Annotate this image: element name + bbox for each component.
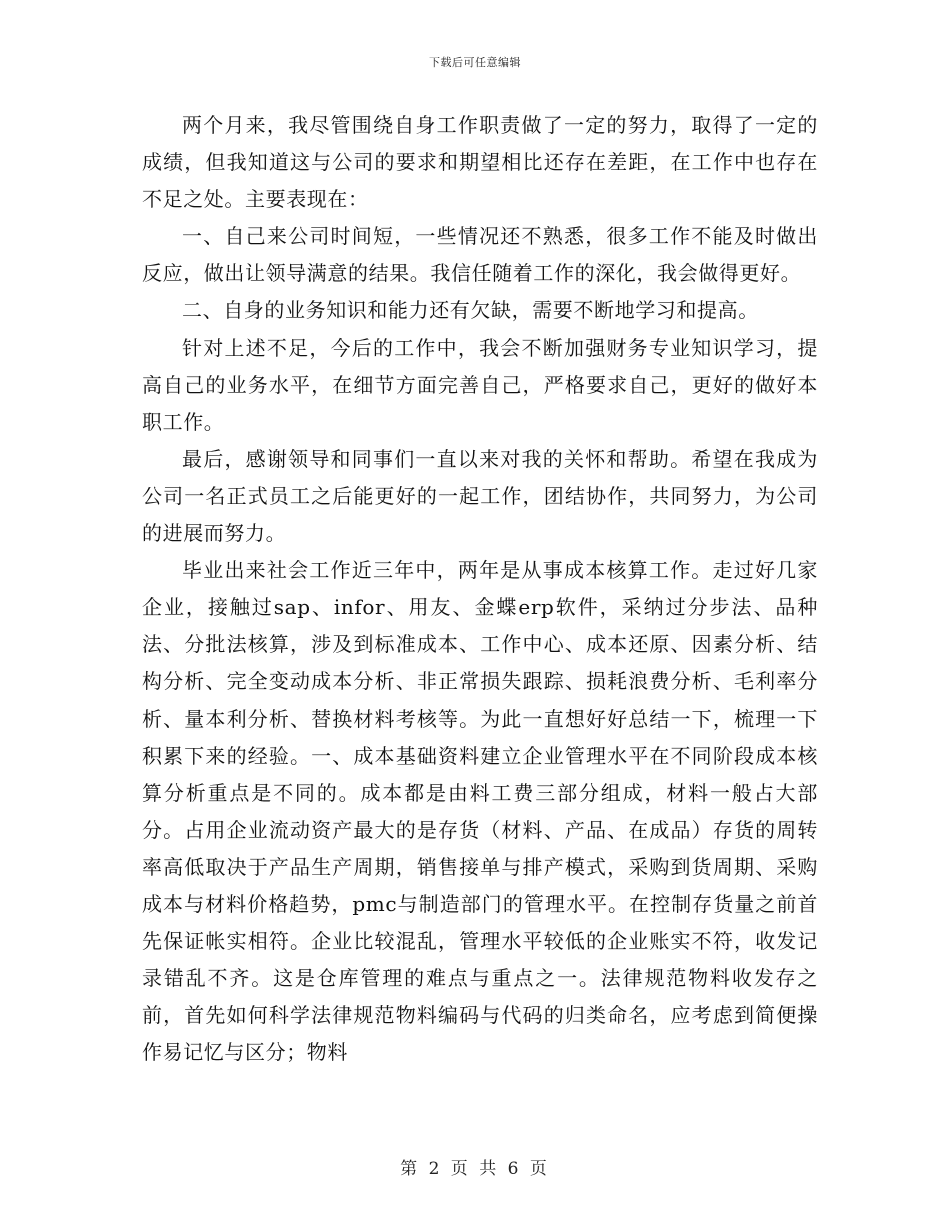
paragraph: 毕业出来社会工作近三年中，两年是从事成本核算工作。走过好几家企业，接触过sap、infor、用友、金蝶erp软件，采纳过分步法、品种法、分批法核算，涉及到标准成本、工作中心、成本还原、因素分析、结构分析、完全变动成本分析、非正常损失跟踪、损耗浪费分析、毛利率分析、量本利分析、替换材料考核等。为此一直想好好总结一下，梳理一下积累下来的经验。一、成本基础资料建立企业管理水平在不同阶段成本核算分析重点是不同的。成本都是由料工费三部分组成，材料一般占大部分。占用企业流动资产最大的是存货（材料、产品、在成品）存货的周转率高低取决于产品生产周期，销售接单与排产模式，采购到货周期、采购成本与材料价格趋势，pmc与制造部门的管理水平。在控制存货量之前首先保证帐实相符。企业比较混乱，管理水平较低的企业账实不符，收发记录错乱不齐。这是仓库管理的难点与重点之一。法律规范物料收发存之前，首先如何科学法律规范物料编码与代码的归类命名，应考虑到简便操作易记忆与区分；物料 [142, 558, 818, 1065]
paragraph: 最后，感谢领导和同事们一直以来对我的关怀和帮助。希望在我成为公司一名正式员工之后能更好的一起工作，团结协作，共同努力，为公司的进展而努力。 [142, 446, 818, 546]
paragraph: 针对上述不足，今后的工作中，我会不断加强财务专业知识学习，提高自己的业务水平，在细节方面完善自己，严格要求自己，更好的做好本职工作。 [142, 335, 818, 434]
page-footer: 第 2 页 共 6 页 [400, 1159, 550, 1179]
document-body [142, 107, 818, 1071]
paragraph: 二、自身的业务知识和能力还有欠缺，需要不断地学习和提高。 [182, 298, 759, 323]
paragraph: 一、自己来公司时间短，一些情况还不熟悉，很多工作不能及时做出反应，做出让领导满意的结果。我信任随着工作的深化，我会做得更好。 [142, 224, 818, 286]
page-header: 下载后可任意编辑 [429, 56, 521, 69]
paragraph: 两个月来，我尽管围绕自身工作职责做了一定的努力，取得了一定的成绩，但我知道这与公司的要求和期望相比还存在差距，在工作中也存在不足之处。主要表现在： [142, 113, 818, 212]
